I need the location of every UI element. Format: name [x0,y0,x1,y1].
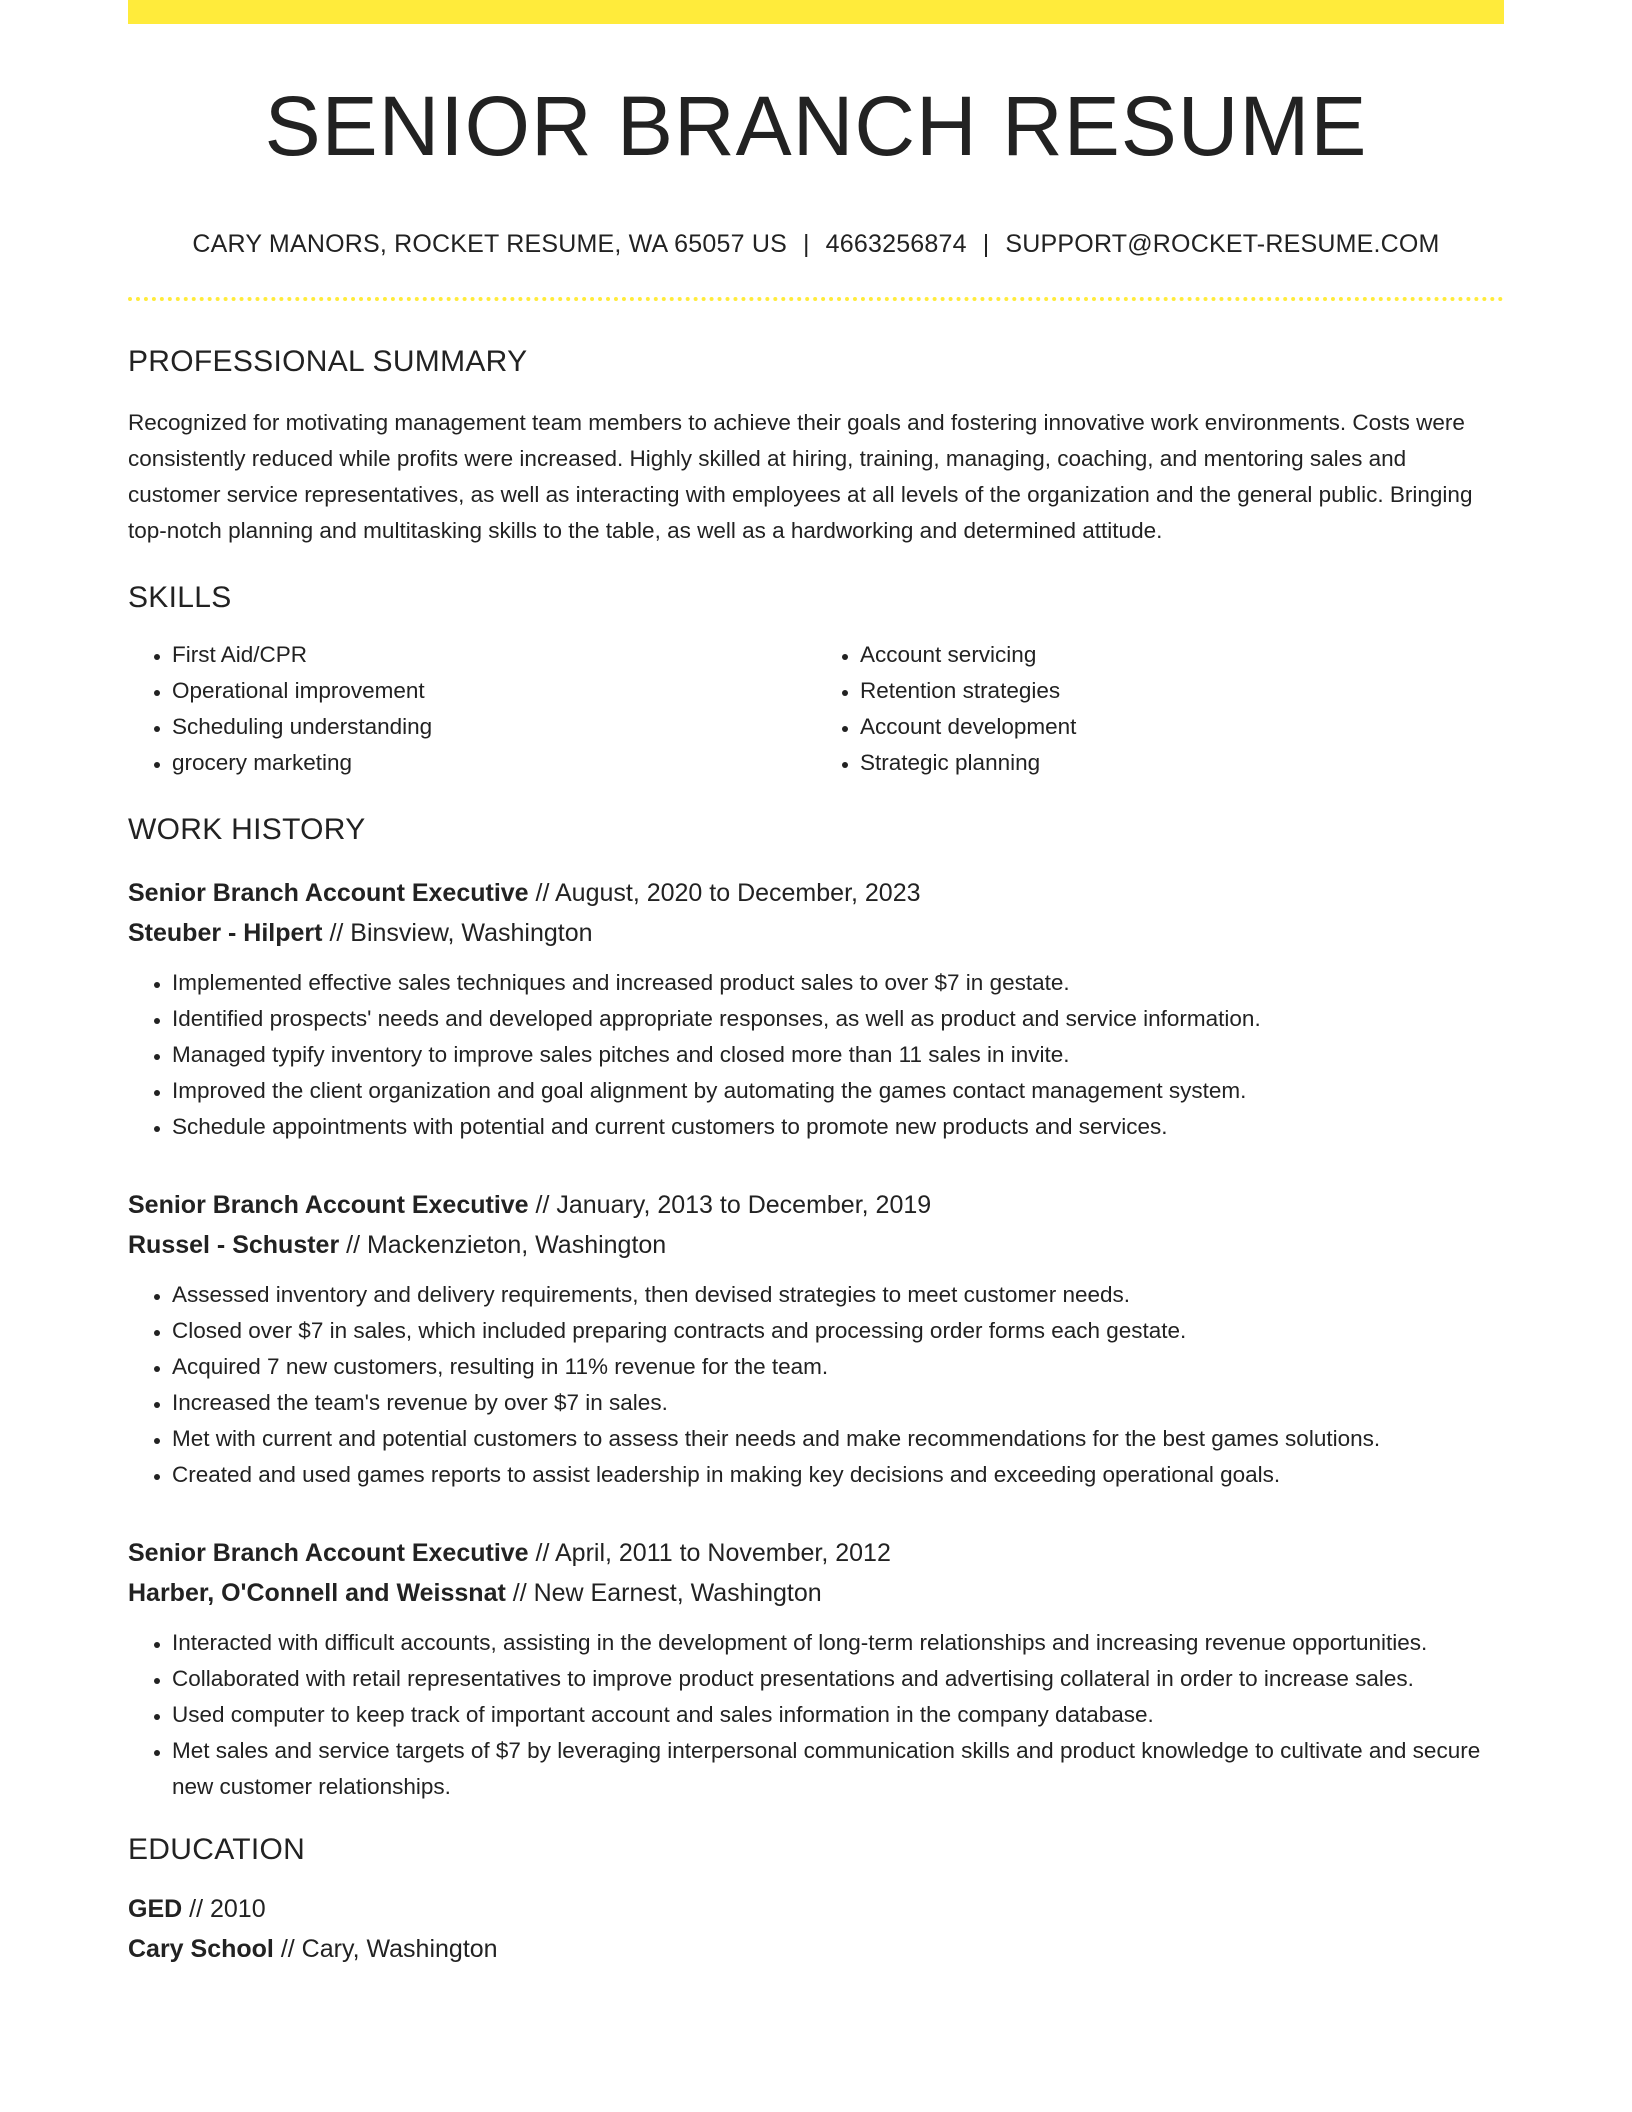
job-location: // New Earnest, Washington [512,1579,822,1607]
job-company-line [128,1573,1504,1613]
job-role: Senior Branch Account Executive [128,1539,529,1567]
skill-item: • Operational improvement [172,673,816,709]
section-heading-education: EDUCATION [128,1833,306,1866]
education-school-line [128,1929,1504,1969]
job-bullets [128,965,1504,1145]
job-entry [128,873,1504,1145]
job-bullet: • Managed typify inventory to improve sales pitches and closed more than 11 sales in invite. [172,1037,1504,1073]
resume-title: SENIOR BRANCH RESUME [264,79,1368,173]
job-bullet: • Met sales and service targets of $7 by leveraging interpersonal communication skills and product knowledge to cultivate and secure new customer relationships. [172,1733,1504,1805]
section-heading-work-history: WORK HISTORY [128,813,366,846]
skills-column-right [816,637,1504,781]
job-bullet: • Interacted with difficult accounts, assisting in the development of long-term relationships and increasing revenue opportunities. [172,1625,1504,1661]
skills-list [128,637,1504,781]
skill-item: • First Aid/CPR [172,637,816,673]
summary-text: Recognized for motivating management team members to achieve their goals and fostering innovative work environments. Costs were consistently reduced while profits were increased. Highly skilled at hiring, training, managing, coaching, and mentoring sales and customer service representatives, as well as interacting with employees at all levels of the organization and the general public. Bringing top-notch planning and multitasking skills to the table, as well as a hardworking and determined attitude. [128,410,1473,543]
education-school: Cary School [128,1935,274,1963]
dotted-divider [128,297,1504,301]
job-bullet: • Used computer to keep track of important account and sales information in the company database. [172,1697,1504,1733]
job-bullet: • Collaborated with retail representatives to improve product presentations and advertising collateral in order to increase sales. [172,1661,1504,1697]
skill-item: • grocery marketing [172,745,816,781]
job-dates: // April, 2011 to November, 2012 [535,1539,891,1567]
job-bullet: • Increased the team's revenue by over $7 in sales. [172,1385,1504,1421]
job-company: Harber, O'Connell and Weissnat [128,1579,506,1607]
education-year: // 2010 [189,1895,266,1923]
contact-address: CARY MANORS, ROCKET RESUME, WA 65057 US [192,230,787,258]
job-title-line [128,873,1504,913]
section-heading-skills: SKILLS [128,581,232,614]
contact-separator: | [802,230,810,258]
job-dates: // August, 2020 to December, 2023 [535,879,921,907]
job-bullet: • Acquired 7 new customers, resulting in 11% revenue for the team. [172,1349,1504,1385]
job-bullet: • Identified prospects' needs and developed appropriate responses, as well as product and service information. [172,1001,1504,1037]
job-bullet: • Created and used games reports to assist leadership in making key decisions and exceeding operational goals. [172,1457,1504,1493]
job-location: // Mackenzieton, Washington [346,1231,667,1259]
skill-item: • Strategic planning [860,745,1504,781]
job-company: Steuber - Hilpert [128,919,323,947]
job-bullet: • Implemented effective sales techniques and increased product sales to over $7 in gestate. [172,965,1504,1001]
job-location: // Binsview, Washington [329,919,593,947]
contact-separator: | [982,230,990,258]
contact-line [128,230,1504,259]
section-heading-summary: PROFESSIONAL SUMMARY [128,345,528,378]
education-degree-line [128,1889,1504,1929]
education-entry [128,1889,1504,1969]
job-entry [128,1533,1504,1805]
skill-item: • Retention strategies [860,673,1504,709]
education-location: // Cary, Washington [280,1935,498,1963]
job-bullet: • Assessed inventory and delivery requirements, then devised strategies to meet customer needs. [172,1277,1504,1313]
job-company-line [128,913,1504,953]
job-bullets [128,1625,1504,1805]
skill-item: • Account development [860,709,1504,745]
education-degree: GED [128,1895,183,1923]
job-title-line [128,1185,1504,1225]
job-dates: // January, 2013 to December, 2019 [535,1191,932,1219]
skill-item: • Scheduling understanding [172,709,816,745]
contact-email: SUPPORT@ROCKET-RESUME.COM [1005,230,1440,258]
job-bullets [128,1277,1504,1493]
resume-page [128,0,1504,1969]
top-accent-bar [128,0,1504,24]
job-title-line [128,1533,1504,1573]
job-company: Russel - Schuster [128,1231,340,1259]
job-role: Senior Branch Account Executive [128,879,529,907]
job-bullet: • Schedule appointments with potential and current customers to promote new products and services. [172,1109,1504,1145]
job-bullet: • Met with current and potential customers to assess their needs and make recommendations for the best games solutions. [172,1421,1504,1457]
job-role: Senior Branch Account Executive [128,1191,529,1219]
job-bullet: • Closed over $7 in sales, which included preparing contracts and processing order forms each gestate. [172,1313,1504,1349]
job-company-line [128,1225,1504,1265]
contact-phone: 4663256874 [825,230,967,258]
job-entry [128,1185,1504,1493]
job-bullet: • Improved the client organization and goal alignment by automating the games contact management system. [172,1073,1504,1109]
skill-item: • Account servicing [860,637,1504,673]
skills-column-left [128,637,816,781]
